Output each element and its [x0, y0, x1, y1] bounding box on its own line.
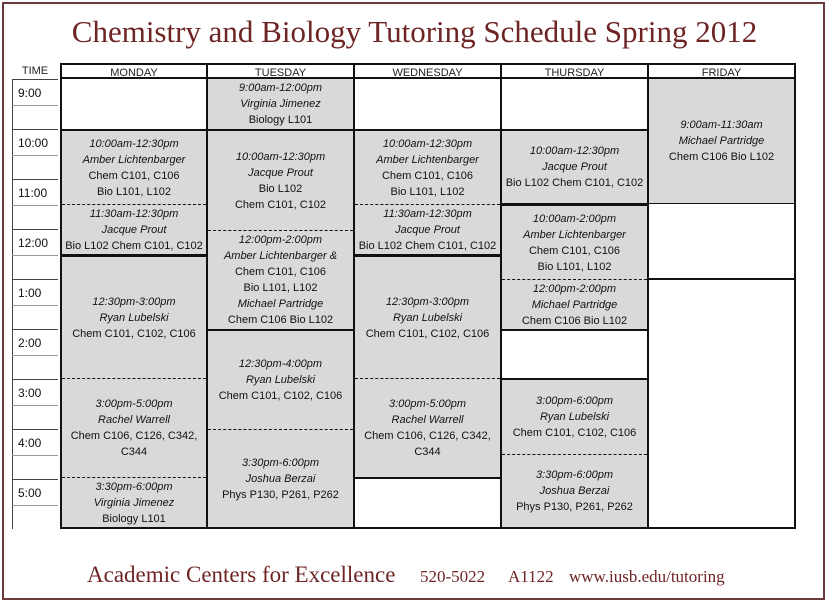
course-list: Chem C106, C126, C342, [70, 430, 198, 442]
tutor-name: Virginia Jimenez [93, 496, 175, 509]
session-block [502, 378, 647, 455]
session-time: 3:00pm-5:00pm [388, 398, 467, 410]
course-list: Biology L101 [248, 114, 313, 126]
half-hour-rule [12, 455, 58, 456]
tutor-name: Michael Partridge [531, 298, 618, 311]
tutor-name: Rachel Warrell [98, 414, 170, 426]
course-list: Chem C101, C106 [381, 169, 474, 182]
tutor-name: Michael Partridge [678, 135, 765, 147]
day-header-tuesday: TUESDAY [206, 63, 355, 79]
time-rule [12, 479, 58, 480]
course-list: Chem C106 Bio L102 [668, 151, 775, 163]
course-list: Phys P130, P261, P262 [516, 501, 633, 513]
course-list: Chem C101, C106 [528, 244, 621, 257]
session-block [355, 378, 500, 479]
half-hour-rule [12, 205, 58, 206]
half-hour-rule [12, 405, 58, 406]
session-time: 12:00pm-2:00pm [532, 282, 617, 295]
course-list: Chem C101, C102, C106 [512, 427, 637, 439]
session-time: 10:00am-12:30pm [529, 145, 620, 157]
course-list: Chem C101, C102 [234, 198, 327, 211]
session-block [502, 454, 647, 529]
tutor-name: Virginia Jimenez [240, 98, 321, 110]
time-rule [12, 79, 58, 80]
session-block [208, 429, 353, 529]
half-hour-rule [12, 505, 58, 506]
tutor-name: Jacque Prout [248, 166, 313, 179]
day-header-monday: MONDAY [60, 63, 208, 79]
session-time: 3:30pm-6:00pm [535, 469, 614, 481]
tutor-name: Ryan Lubelski [539, 411, 610, 423]
tutor-name: Ryan Lubelski [99, 311, 169, 324]
course-list: Bio L102 [258, 182, 303, 195]
session-block [208, 329, 353, 430]
session-block [62, 255, 206, 379]
day-header-friday: FRIDAY [647, 63, 796, 79]
session-block [355, 204, 500, 256]
time-rule [12, 279, 58, 280]
time-label: 5:00 [18, 486, 42, 500]
tutor-name: Amber Lichtenbarger [523, 228, 626, 241]
tutor-name: Jacque Prout [395, 223, 460, 236]
time-rule [12, 429, 58, 430]
session-block [62, 129, 206, 205]
website-url: www.iusb.edu/tutoring [569, 567, 725, 586]
course-list: Biology L101 [102, 512, 166, 525]
tutor-name: Michael Partridge [237, 298, 324, 310]
course-list: Bio L101, L102 [390, 185, 465, 198]
session-block [355, 129, 500, 205]
session-block [208, 230, 353, 331]
half-hour-rule [12, 305, 58, 306]
session-time: 11:30am-12:30pm [89, 207, 179, 220]
footer [0, 562, 829, 592]
session-time: 12:00pm-2:00pm [238, 234, 323, 246]
course-list: Chem C106 Bio L102 [521, 314, 628, 327]
column-wednesday [353, 79, 502, 529]
time-label: 3:00 [18, 386, 42, 400]
course-list: Phys P130, P261, P262 [222, 488, 339, 501]
organization-name: Academic Centers for Excellence [87, 562, 396, 587]
time-label: 2:00 [18, 336, 42, 350]
phone-number: 520-5022 [420, 567, 486, 586]
session-time: 9:00am-12:00pm [238, 82, 323, 94]
room-number: A1122 [508, 567, 554, 586]
session-time: 10:00am-12:30pm [89, 137, 179, 150]
course-list: Bio L102 Chem C101, C102 [505, 177, 644, 189]
time-rule [12, 329, 58, 330]
column-tuesday [206, 79, 355, 529]
session-block [649, 79, 794, 205]
session-time: 3:00pm-6:00pm [535, 395, 614, 407]
tutor-name: Rachel Warrell [391, 414, 464, 426]
course-list: Chem C101, C102, C106 [365, 327, 490, 340]
course-list: Chem C101, C106 [88, 169, 180, 182]
column-monday [60, 79, 208, 529]
course-list: Bio L102 Chem C101, C102 [358, 239, 497, 252]
course-list: Chem C101, C102, C106 [72, 327, 196, 340]
time-header: TIME [21, 65, 49, 77]
tutor-name: Joshua Berzai [245, 472, 316, 485]
session-block [62, 477, 206, 529]
tutor-name: Jacque Prout [101, 223, 167, 236]
course-list: Chem C101, C106 [234, 266, 327, 278]
day-header-thursday: THURSDAY [500, 63, 649, 79]
half-hour-rule [12, 255, 58, 256]
tutor-name: Amber Lichtenbarger [82, 153, 186, 166]
session-block [62, 204, 206, 256]
course-list: Chem C101, C102, C106 [218, 390, 343, 402]
half-hour-rule [12, 355, 58, 356]
time-label: 4:00 [18, 436, 42, 450]
course-list: Chem C106, C126, C342, [364, 430, 491, 442]
session-time: 9:00am-11:30am [680, 119, 763, 131]
tutor-name: Ryan Lubelski [392, 311, 463, 324]
session-time: 12:30pm-3:00pm [92, 295, 176, 308]
time-label: 12:00 [18, 236, 49, 250]
tutor-name: Jacque Prout [542, 161, 607, 173]
session-time: 12:30pm-4:00pm [238, 358, 323, 370]
session-block [355, 255, 500, 379]
column-thursday [500, 79, 649, 529]
tutor-name: Joshua Berzai [539, 485, 610, 497]
time-rule [12, 129, 58, 130]
time-label: 11:00 [18, 186, 48, 200]
course-list: Bio L101, L102 [243, 282, 318, 294]
time-rule [12, 179, 58, 180]
session-time: 10:00am-2:00pm [532, 212, 617, 225]
session-time: 10:00am-12:30pm [382, 137, 473, 150]
session-block [62, 378, 206, 478]
course-list: Chem C106 Bio L102 [227, 314, 334, 326]
half-hour-rule [12, 105, 58, 106]
course-list: Bio L101, L102 [96, 185, 171, 198]
session-block [502, 204, 647, 280]
session-time: 3:00pm-5:00pm [95, 398, 173, 410]
session-block [208, 129, 353, 231]
session-time: 3:30pm-6:00pm [95, 480, 173, 493]
day-header-wednesday: WEDNESDAY [353, 63, 502, 79]
session-block [208, 79, 353, 131]
half-hour-rule [12, 155, 58, 156]
empty-slot [649, 204, 794, 280]
time-rule [12, 379, 58, 380]
session-block [502, 129, 647, 205]
time-rule [12, 229, 58, 230]
session-time: 3:30pm-6:00pm [241, 456, 320, 469]
time-label: 9:00 [18, 86, 42, 100]
tutor-name: Amber Lichtenbarger & [223, 250, 338, 262]
course-list: Bio L102 Chem C101, C102 [65, 239, 203, 252]
session-time: 10:00am-12:30pm [235, 150, 326, 163]
tutor-name: Ryan Lubelski [245, 374, 316, 386]
time-label: 1:00 [18, 286, 42, 300]
column-friday [647, 79, 796, 529]
tutor-name: Amber Lichtenbarger [376, 153, 479, 166]
time-label: 10:00 [18, 136, 49, 150]
course-list: C344 [120, 446, 148, 458]
course-list: Bio L101, L102 [537, 260, 612, 273]
course-list: C344 [414, 446, 441, 458]
session-time: 11:30am-12:30pm [383, 207, 472, 220]
session-block [502, 279, 647, 331]
page-title: Chemistry and Biology Tutoring Schedule Spring 2012 [71, 14, 758, 49]
schedule-grid [12, 63, 796, 529]
session-time: 12:30pm-3:00pm [385, 295, 470, 308]
